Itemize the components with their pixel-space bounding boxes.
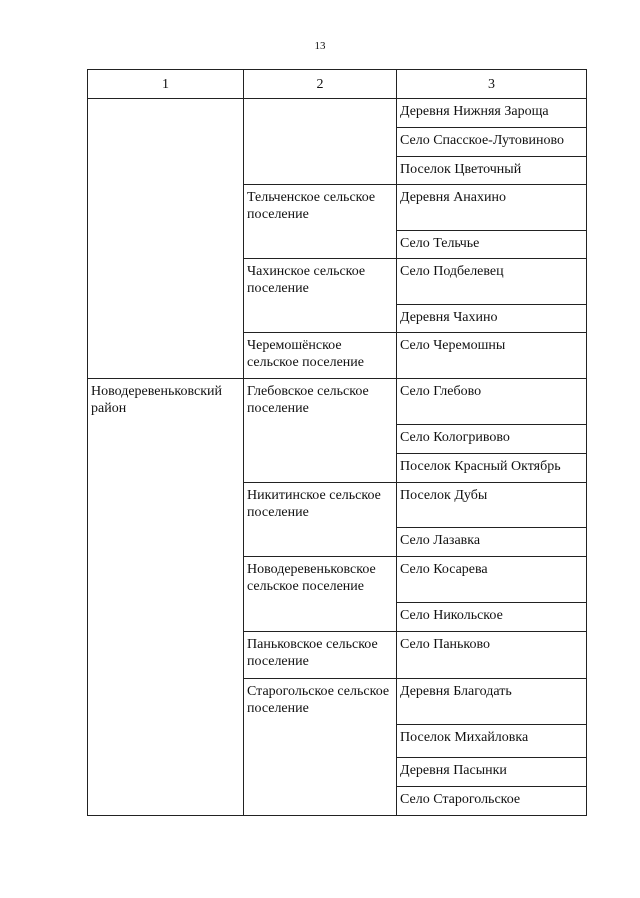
locality-cell: Село Кологривово <box>397 425 587 454</box>
locality-cell: Село Косарева <box>397 557 587 603</box>
settlement-cell: Старогольское сельское поселение <box>244 679 397 816</box>
table-row <box>88 99 587 128</box>
locality-cell: Деревня Пасынки <box>397 758 587 787</box>
settlement-cell: Никитинское сельское поселение <box>244 483 397 557</box>
locality-cell: Село Лазавка <box>397 528 587 557</box>
locality-cell: Деревня Анахино <box>397 185 587 231</box>
column-header: 2 <box>244 70 397 99</box>
settlement-cell: Черемошёнское сельское поселение <box>244 333 397 379</box>
locality-cell: Село Тельчье <box>397 231 587 259</box>
locality-cell: Село Старогольское <box>397 787 587 816</box>
locality-cell: Село Паньково <box>397 632 587 679</box>
column-header: 3 <box>397 70 587 99</box>
settlement-cell: Новодеревеньковское сельское поселение <box>244 557 397 632</box>
district-cell: Новодеревеньковский район <box>88 379 244 816</box>
locality-cell: Село Никольское <box>397 603 587 632</box>
locality-cell: Деревня Чахино <box>397 305 587 333</box>
locality-cell: Поселок Дубы <box>397 483 587 528</box>
locality-cell: Деревня Нижняя Зароща <box>397 99 587 128</box>
district-cell <box>88 99 244 379</box>
table-header-row <box>88 70 587 99</box>
locality-cell: Деревня Благодать <box>397 679 587 725</box>
table-row <box>88 379 587 425</box>
locality-cell: Село Глебово <box>397 379 587 425</box>
settlement-cell: Тельченское сельское поселение <box>244 185 397 259</box>
column-header: 1 <box>88 70 244 99</box>
settlement-cell: Глебовское сельское поселение <box>244 379 397 483</box>
locality-cell: Поселок Михайловка <box>397 725 587 758</box>
settlements-table <box>87 69 587 816</box>
settlement-cell: Паньковское сельское поселение <box>244 632 397 679</box>
page-number: 13 <box>314 40 326 52</box>
settlement-cell: Чахинское сельское поселение <box>244 259 397 333</box>
locality-cell: Село Черемошны <box>397 333 587 379</box>
locality-cell: Поселок Красный Октябрь <box>397 454 587 483</box>
locality-cell: Село Спасское-Лутовиново <box>397 128 587 157</box>
settlement-cell <box>244 99 397 185</box>
locality-cell: Село Подбелевец <box>397 259 587 305</box>
locality-cell: Поселок Цветочный <box>397 157 587 185</box>
